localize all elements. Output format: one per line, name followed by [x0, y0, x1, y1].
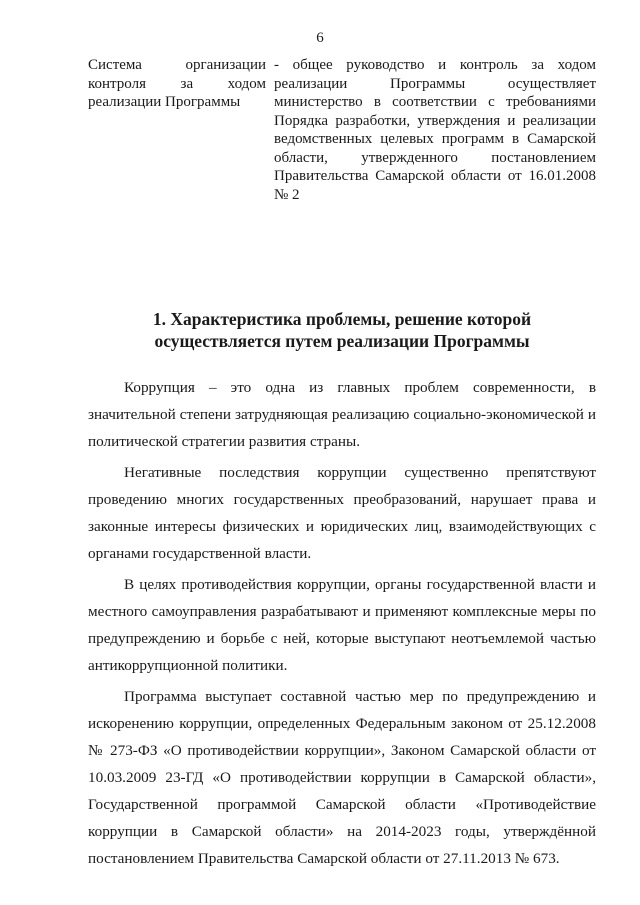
body-paragraph: Негативные последствия коррупции существенно препятствуют проведению многих государственных преобразований, нарушает права и законные интересы физических и юридических лиц, взаимодействующих с органами государственной власти.	[88, 464, 596, 562]
page-number: 6	[316, 30, 324, 46]
body-paragraph: Коррупция – это одна из главных проблем современности, в значительной степени затрудняющая реализацию социально-экономической и политической стратегии развития страны.	[88, 379, 596, 450]
passport-row-value: - общее руководство и контроль за ходом реализации Программы осуществляет министерство в соответствии с требованиями Порядка разработки, утверждения и реализации ведомственных целевых программ в Самарской области, утвержденного постановлением Правительства Самарской области от 16.01.2008 № 2	[274, 57, 596, 203]
body-paragraph: В целях противодействия коррупции, органы государственной власти и местного самоуправления разрабатывают и применяют комплексные меры по предупреждению и борьбе с ней, которые выступают неотъемлемой частью антикоррупционной политики.	[88, 576, 596, 674]
section-body	[88, 374, 596, 876]
program-passport-row	[88, 56, 596, 204]
body-paragraph: Программа выступает составной частью мер по предупреждению и искоренению коррупции, определенных Федеральным законом от 25.12.2008 № 273-ФЗ «О противодействии коррупции», Законом Самарской области от 10.03.2009 23-ГД «О противодействии коррупции в Самарской области», Государственной программой Самарской области «Противодействие коррупции в Самарской области» на 2014-2023 годы, утверждённой постановлением Правительства Самарской области от 27.11.2013 № 673.	[88, 688, 596, 867]
passport-row-label: Система организации контроля за ходом реализации Программы	[88, 57, 266, 110]
section-heading-line-1: 1. Характеристика проблемы, решение которой	[152, 309, 532, 329]
section-heading-line-2: осуществляется путем реализации Программы	[154, 331, 530, 351]
section-heading	[88, 308, 596, 352]
